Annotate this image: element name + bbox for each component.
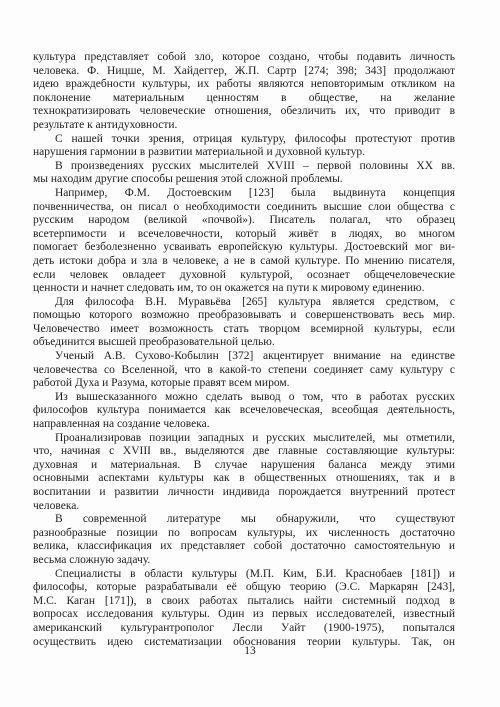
text-line: если человек овладеет духовной культурой, осознает общечеловеческие (33, 268, 455, 281)
text-line: человека. Ф. Ницше, М. Хайдеггер, Ж.П. Сартр [274; 398; 343] продолжают (33, 64, 455, 77)
text-line: направленная на создание человека. (33, 418, 210, 431)
text-line: духовная и материальная. В случае нарушения баланса между этими (33, 458, 455, 471)
text-line: воспитании и развитии личности индивида порождается внутренний протест (33, 486, 455, 498)
text-line: помогает безболезненно усваивать европейскую культуры. Достоевский мог ви- (33, 241, 455, 254)
text-line: С нашей точки зрения, отрицая культуру, философы протестуют против (55, 132, 455, 145)
text-line: мы находим другие способы решения этой сложной проблемы. (33, 173, 343, 186)
text-line: весьма сложную задачу. (33, 553, 151, 566)
body-text (33, 51, 455, 649)
text-line: что, начиная с XVIII вв., выделяются две главные составляющие культуры: (33, 445, 455, 458)
text-line: велика, классификация их представляет собой достаточно самостоятельную и (33, 540, 455, 553)
text-line: Ученый А.В. Сухово-Кобылин [372] акцентирует внимание на единстве (55, 350, 455, 363)
text-line: вопросах исследования культуры. Один из первых исследователей, известный (33, 608, 455, 621)
text-line: культура представляет собой зло, которое создано, чтобы подавить личность (33, 51, 455, 63)
text-line: Например, Ф.М. Достоевским [123] была выдвинута концепция (55, 186, 455, 199)
text-line: американский культурантрополог Лесли Уайт (1900-1975), попытался (33, 621, 455, 634)
text-line: работой Духа и Разума, которые правят всем миром. (33, 377, 290, 390)
text-line: почвенничества, он писал о необходимости соединить высшие слои общества с (33, 200, 455, 213)
text-line: русским народом (великой «почвой»). Писатель полагал, что образец (33, 214, 455, 227)
text-line: деть истоки добра и зла в человеке, а не в самой культуре. По мнению писателя, (33, 254, 455, 267)
text-line: основными аспектами культуры как в общественных отношениях, так и в (33, 472, 455, 485)
text-line: разнообразные позиции по вопросам культуры, их численность достаточно (33, 526, 455, 539)
text-line: человечества со Вселенной, что в какой-то степени соединяет саму культуру с (33, 363, 455, 376)
text-line: всетерпимости и всечеловечности, который живёт в людях, во многом (33, 227, 455, 240)
text-line: результате к антидуховности. (33, 118, 178, 131)
text-line: В произведениях русских мыслителей XVIII – первой половины XX вв. (55, 159, 455, 172)
text-line: идею враждебности культуры, их работы являются неповторимым откликом на (33, 78, 455, 91)
text-line: человека. (33, 499, 80, 512)
text-line: Из вышесказанного можно сделать вывод о том, что в работах русских (55, 390, 455, 403)
text-line: объединится высшей преобразовательной целью. (33, 336, 275, 349)
text-line: поклонение материальным ценностям в обществе, на желание (33, 91, 455, 104)
text-line: осуществить идею систематизации обоснования теории культуры. Так, он (33, 635, 455, 648)
text-line: В современной литературе мы обнаружили, что существуют (55, 513, 455, 526)
text-line: Проанализировав позиции западных и русских мыслителей, мы отметили, (55, 431, 455, 444)
text-line: Для философа В.Н. Муравьёва [265] культура является средством, с (55, 295, 455, 308)
text-line: Человечество имеет возможность стать творцом всемирной культуры, если (33, 322, 455, 335)
text-line: философы, которые разрабатывали её общую теорию (Э.С. Маркарян [243], (33, 581, 455, 594)
page-number: 13 (244, 645, 256, 657)
text-line: помощью которого возможно преобразовывать и совершенствовать весь мир. (33, 309, 455, 322)
text-line: нарушения гармонии в развитии материальной и духовной культур. (33, 146, 365, 159)
text-line: философов культура понимается как всечеловеческая, всеобщая деятельность, (33, 404, 455, 417)
text-line: технократизировать человеческие отношения, обезличить их, что приводит в (33, 105, 455, 118)
text-line: М.С. Каган [171]), в своих работах пытались найти системный подход в (33, 594, 455, 607)
text-line: Специалисты в области культуры (М.П. Ким, Б.И. Краснобаев [181]) и (55, 567, 455, 580)
text-line: ценности и начнет следовать им, то он окажется на пути к мировому единению. (33, 282, 425, 295)
